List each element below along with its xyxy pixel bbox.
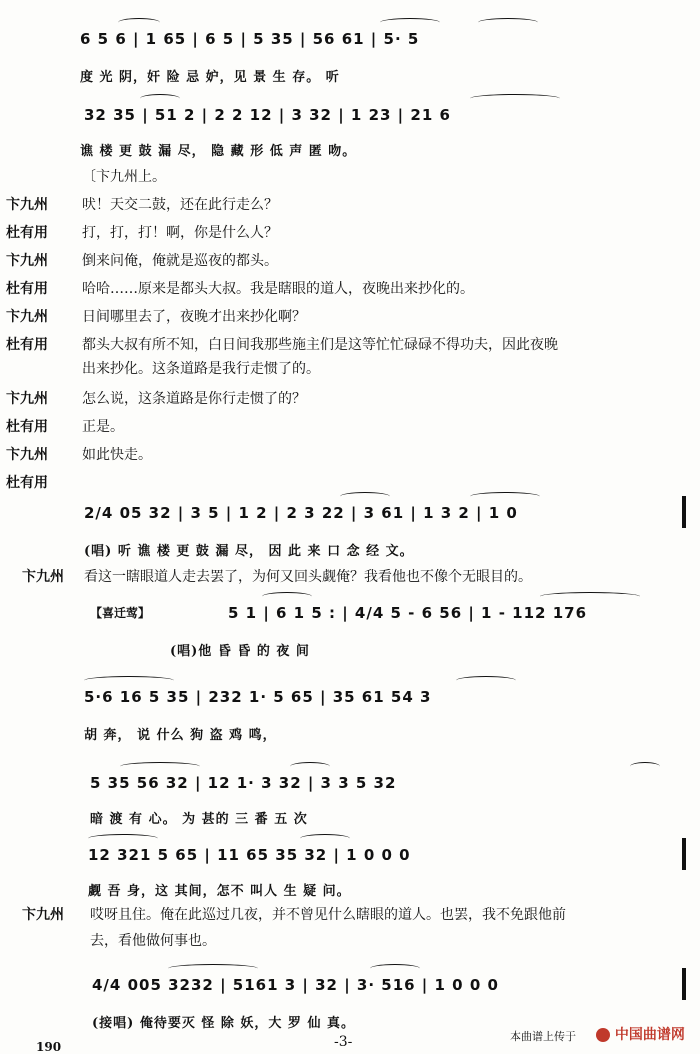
score-system-1-notes: 6 5 6 | 1 65 | 6 5 | 5 35 | 56 61 | 5· 5 xyxy=(80,30,420,48)
slur xyxy=(370,964,420,973)
upload-note: 本曲谱上传于 xyxy=(510,1030,576,1043)
slur xyxy=(120,762,200,771)
score-system-8-notes: 4/4 005 3232 | 5161 3 | 32 | 3· 516 | 1 0 0 0 xyxy=(92,976,499,994)
score-system-2-lyrics: 谯 楼 更 鼓 漏 尽， 隐 藏 形 低 声 匿 吻。 xyxy=(80,144,357,159)
slur xyxy=(300,834,350,843)
score-system-6-notes: 5 35 56 32 | 12 1· 3 32 | 3 3 5 32 xyxy=(90,774,397,792)
dialogue-line: 打，打，打！啊，你是什么人？ xyxy=(82,225,278,241)
speaker-label: 卞九州 xyxy=(6,253,48,269)
dialogue-line: 正是。 xyxy=(82,419,124,435)
speaker-label: 杜有用 xyxy=(6,337,48,353)
slur xyxy=(470,492,540,501)
site-name: 中国曲谱网 xyxy=(614,1027,685,1043)
score-system-5-lyrics: 胡 奔， 说 什么 狗 盗 鸡 鸣， xyxy=(84,728,277,743)
slur xyxy=(478,18,538,27)
dialogue-line: 日间哪里去了，夜晚才出来抄化啊？ xyxy=(82,309,306,325)
speaker-label: 卞九州 xyxy=(6,197,48,213)
slur xyxy=(84,676,174,685)
score-system-6-lyrics: 暗 渡 有 心。 为 甚的 三 番 五 次 xyxy=(90,812,308,827)
dialogue-line: 哈哈……原来是都头大叔。我是瞎眼的道人，夜晚出来抄化的。 xyxy=(82,281,474,297)
score-system-4-lyrics: (唱)他 昏 昏 的 夜 间 xyxy=(170,644,310,659)
dialogue-line: 哎呀且住。俺在此巡过几夜，并不曾见什么瞎眼的道人。也罢，我不免跟他前 xyxy=(90,907,566,923)
speaker-label: 卞九州 xyxy=(22,907,64,923)
slur xyxy=(630,762,660,771)
speaker-label: 卞九州 xyxy=(6,309,48,325)
dialogue-line-continuation: 出来抄化。这条道路是我行走惯了的。 xyxy=(82,361,320,377)
slur xyxy=(140,94,180,103)
dialogue-line: 怎么说，这条道路是你行走惯了的？ xyxy=(82,391,306,407)
margin-number: 190 xyxy=(36,1040,62,1054)
slur xyxy=(290,762,330,771)
site-logo xyxy=(596,1024,685,1044)
slur xyxy=(380,18,440,27)
logo-icon xyxy=(596,1028,610,1042)
dialogue-line: 看这一瞎眼道人走去罢了，为何又回头觑俺？我看他也不像个无眼目的。 xyxy=(84,569,532,585)
slur xyxy=(262,592,312,601)
slur xyxy=(118,18,160,27)
score-system-2-notes: 32 35 | 51 2 | 2 2 12 | 3 32 | 1 23 | 21 6 xyxy=(84,106,451,124)
slur xyxy=(168,964,258,973)
score-system-8-lyrics: (接唱) 俺待要灭 怪 除 妖，大 罗 仙 真。 xyxy=(92,1016,355,1031)
speaker-label: 卞九州 xyxy=(22,569,64,585)
speaker-label: 杜有用 xyxy=(6,419,48,435)
dialogue-line: 倒来问俺，俺就是巡夜的都头。 xyxy=(82,253,278,269)
score-system-3-notes: 2/4 05 32 | 3 5 | 1 2 | 2 3 22 | 3 61 | 1 3 2 | 1 0 xyxy=(84,504,518,522)
slur xyxy=(470,94,560,103)
final-barline xyxy=(682,838,686,870)
speaker-label: 卞九州 xyxy=(6,391,48,407)
final-barline xyxy=(682,496,686,528)
slur xyxy=(540,592,640,601)
score-system-5-notes: 5·6 16 5 35 | 232 1· 5 65 | 35 61 54 3 xyxy=(84,688,432,706)
slur xyxy=(88,834,158,843)
score-system-3-lyrics: (唱) 听 谯 楼 更 鼓 漏 尽， 因 此 来 口 念 经 文。 xyxy=(84,544,414,559)
speaker-label: 杜有用 xyxy=(6,281,48,297)
slur xyxy=(456,676,516,685)
speaker-label: 卞九州 xyxy=(6,447,48,463)
tune-name: 【喜迁莺】 xyxy=(90,606,151,620)
speaker-label: 杜有用 xyxy=(6,225,48,241)
score-system-1-lyrics: 度 光 阴，奸 险 忌 妒，见 景 生 存。 听 xyxy=(80,70,340,85)
slur xyxy=(340,492,390,501)
score-system-7-notes: 12 321 5 65 | 11 65 35 32 | 1 0 0 0 xyxy=(88,846,411,864)
final-barline xyxy=(682,968,686,1000)
stage-direction: 〔卞九州上。 xyxy=(82,169,166,185)
page-number: -3- xyxy=(334,1034,353,1050)
dialogue-line: 都头大叔有所不知，白日间我那些施主们是这等忙忙碌碌不得功夫，因此夜晚 xyxy=(82,337,558,353)
speaker-label: 杜有用 xyxy=(6,475,48,491)
dialogue-line: 如此快走。 xyxy=(82,447,152,463)
score-system-7-lyrics: 觑 吾 身，这 其间，怎不 叫人 生 疑 问。 xyxy=(88,884,351,899)
score-system-4-notes: 5 1 | 6 1 5 : | 4/4 5 - 6 56 | 1 - 112 176 xyxy=(228,604,588,622)
dialogue-line-continuation: 去，看他做何事也。 xyxy=(90,933,216,949)
dialogue-line: 吠！天交二鼓，还在此行走么？ xyxy=(82,197,278,213)
